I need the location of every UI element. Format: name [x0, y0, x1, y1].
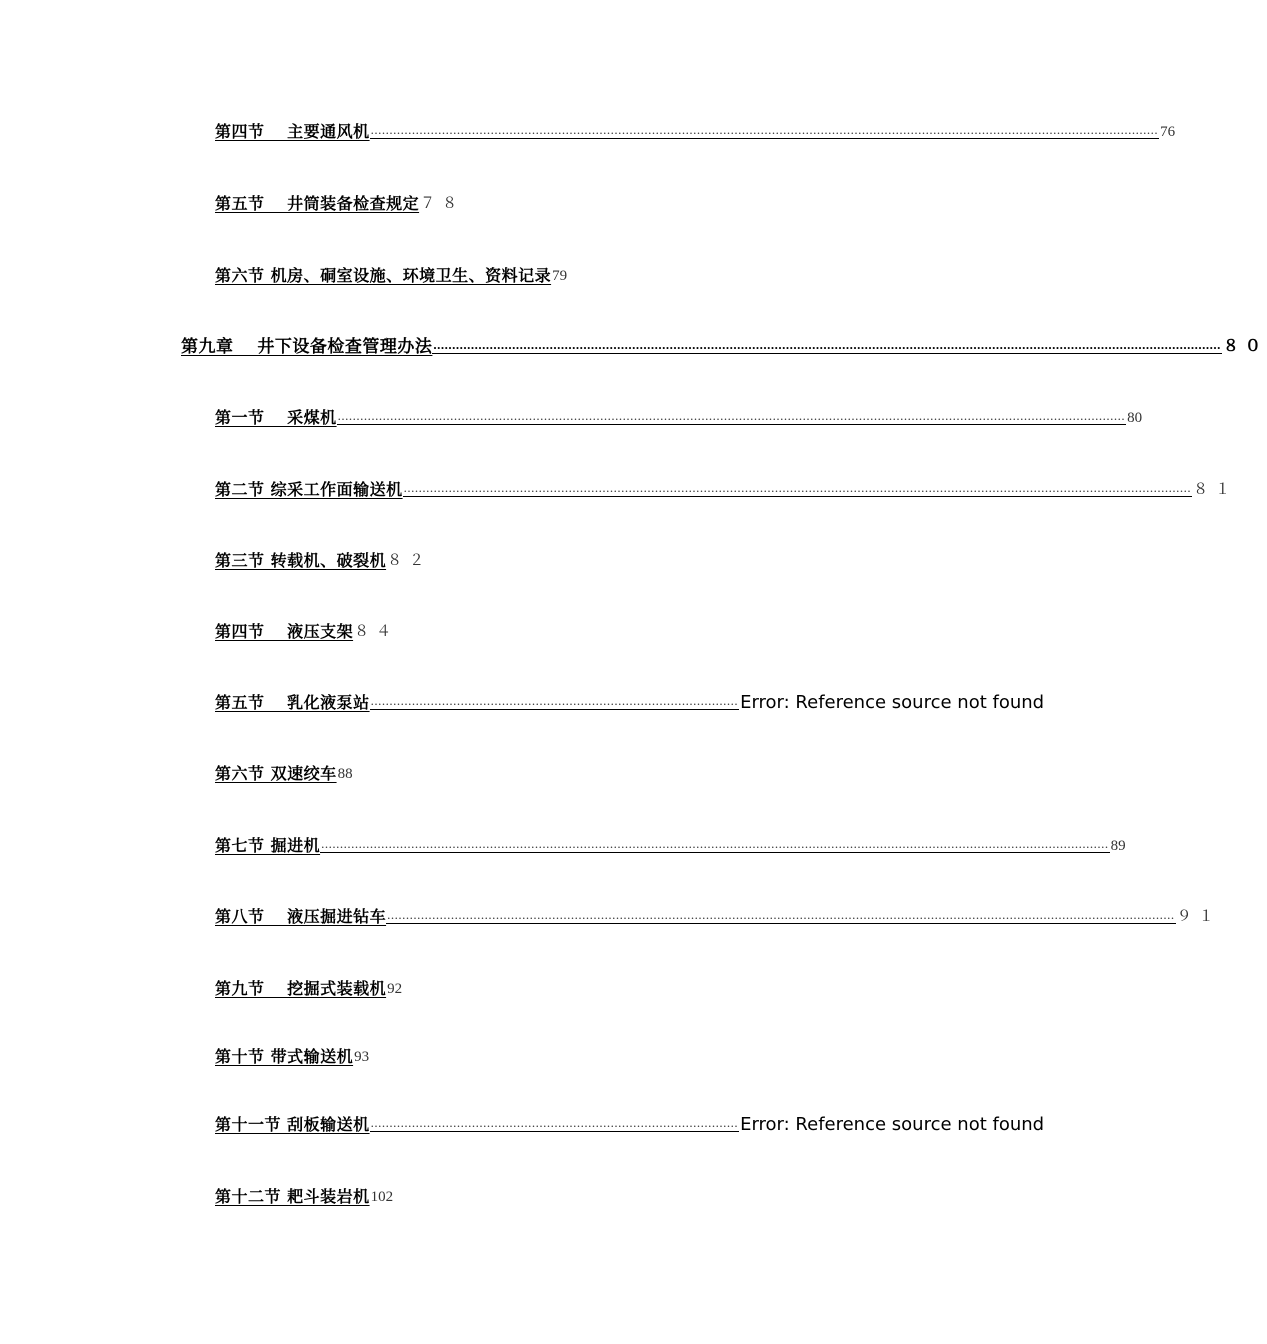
- toc-entry[interactable]: [215, 975, 402, 999]
- toc-entry[interactable]: [215, 190, 464, 214]
- toc-page-number: ８４: [354, 624, 399, 640]
- toc-page-number: ８０: [1222, 338, 1267, 355]
- toc-entry[interactable]: [215, 1183, 393, 1207]
- toc-leader: ..................................................................................................................................................................................................................: [433, 337, 1221, 352]
- toc-page-number: 80: [1127, 410, 1143, 426]
- toc-entry-title: 第五节 乳化液泵站: [215, 693, 370, 712]
- toc-page-number: 76: [1160, 124, 1176, 140]
- toc-entry[interactable]: [215, 760, 353, 784]
- toc-entry-title: 第五节 井筒装备检查规定: [215, 194, 420, 213]
- toc-entry[interactable]: [215, 689, 1045, 713]
- toc-leader: ..................................................................................................................................................................................................................: [321, 836, 1109, 851]
- toc-entry[interactable]: [215, 1043, 369, 1067]
- toc-page-number: ７８: [420, 196, 465, 212]
- toc-entry[interactable]: [215, 903, 1221, 927]
- toc-entry-title: 第九章 井下设备检查管理办法: [181, 337, 433, 357]
- toc-entry-title: 第八节 液压掘进钻车: [215, 907, 387, 926]
- toc-page-number: 102: [370, 1189, 394, 1205]
- toc-entry[interactable]: [215, 404, 1143, 428]
- toc-entry-title: 第四节 液压支架: [215, 622, 354, 641]
- toc-page-number: 92: [387, 981, 403, 997]
- toc-entry-title: 第十一节 刮板输送机: [215, 1115, 370, 1134]
- toc-entry-title: 第四节 主要通风机: [215, 122, 370, 141]
- toc-leader: ..................................................................................................................................................................................................................: [370, 122, 1159, 137]
- toc-page-number: 89: [1110, 838, 1126, 854]
- toc-entry-title: 第十二节 耙斗装岩机: [215, 1187, 370, 1206]
- toc-entry-title: 第六节 双速绞车: [215, 764, 337, 783]
- toc-leader: ..................................................................................................: [370, 1115, 739, 1130]
- toc-entry[interactable]: [215, 262, 567, 286]
- toc-leader: ..................................................................................................................................................................................................................: [387, 907, 1175, 922]
- toc-entry-title: 第二节 综采工作面输送机: [215, 480, 403, 499]
- toc-entry-title: 第七节 掘进机: [215, 836, 321, 855]
- toc-entry-title: 第三节 转载机、破裂机: [215, 551, 387, 570]
- toc-entry-title: 第六节 机房、硐室设施、环境卫生、资料记录: [215, 266, 552, 285]
- toc-page-number: 79: [552, 268, 568, 284]
- toc-leader: ..................................................................................................................................................................................................................: [403, 480, 1192, 495]
- toc-page-number: ９１: [1176, 909, 1221, 925]
- toc-page-number-error: Error: Reference source not found: [740, 1114, 1045, 1135]
- toc-entry[interactable]: [215, 1111, 1045, 1135]
- toc-page-number-error: Error: Reference source not found: [740, 692, 1045, 713]
- toc-entry[interactable]: [215, 476, 1238, 500]
- toc-leader: ..................................................................................................................................................................................................................: [337, 408, 1126, 423]
- toc-entry[interactable]: [215, 832, 1126, 856]
- toc-entry[interactable]: [215, 547, 431, 571]
- toc-entry-title: 第九节 挖掘式装载机: [215, 979, 387, 998]
- toc-page-number: ８２: [387, 553, 432, 569]
- toc-leader: ..................................................................................................: [370, 693, 739, 708]
- toc-chapter-entry[interactable]: [181, 333, 1267, 357]
- toc-entry[interactable]: [215, 618, 398, 642]
- toc-entry[interactable]: [215, 118, 1176, 142]
- toc-page-number: ８１: [1193, 482, 1238, 498]
- toc-page-number: 88: [337, 766, 353, 782]
- toc-entry-title: 第一节 采煤机: [215, 408, 337, 427]
- toc-entry-title: 第十节 带式输送机: [215, 1047, 354, 1066]
- toc-page-number: 93: [354, 1049, 370, 1065]
